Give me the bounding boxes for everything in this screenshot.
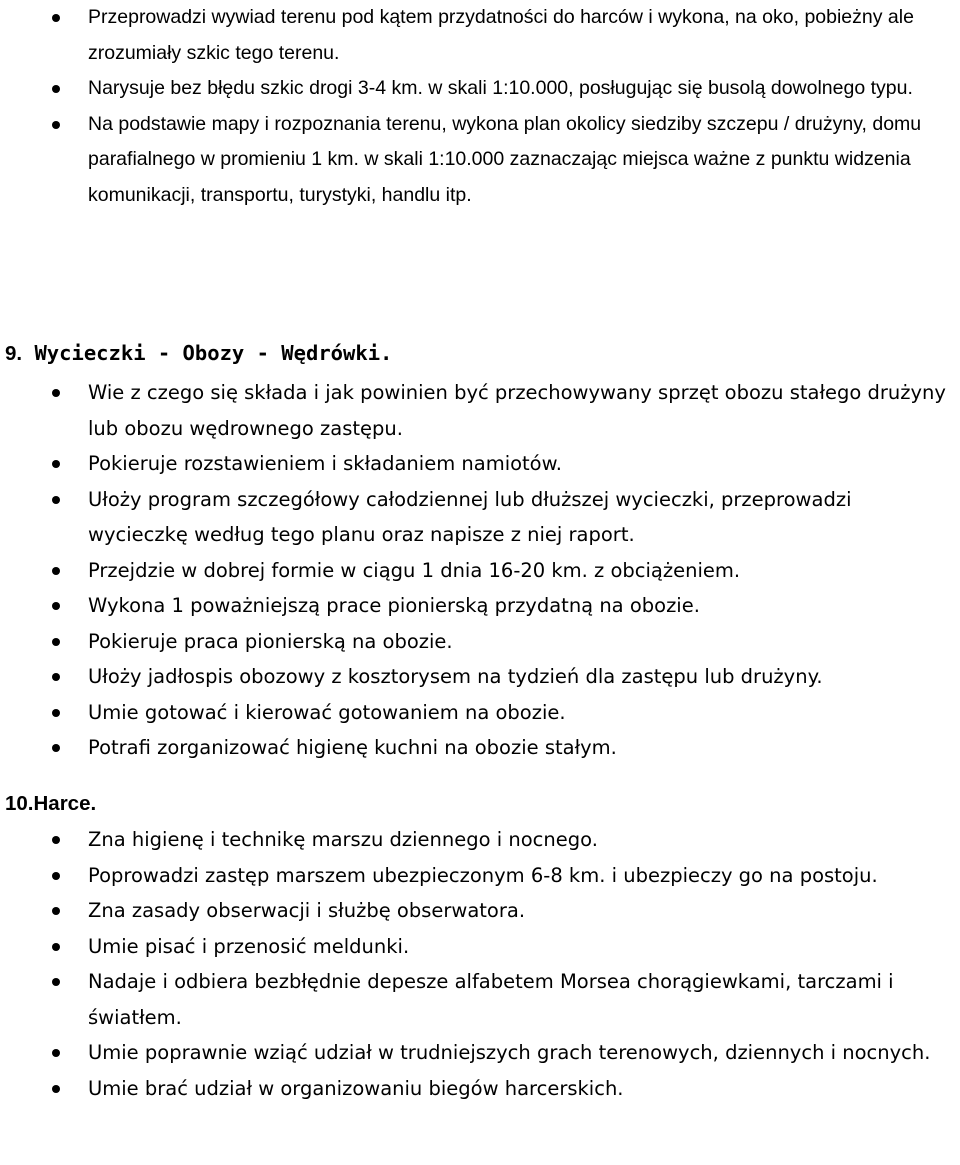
list-item-text: Nadaje i odbiera bezbłędnie depesze alfabetem Morsea chorągiewkami, tarczami i światłem. [88,970,894,1029]
bullet-icon [52,567,60,575]
list-item [0,624,960,660]
intro-list [0,0,960,213]
list-item [0,1035,960,1071]
bullet-icon [52,1049,60,1057]
bullet-icon [52,709,60,717]
list-item [0,1071,960,1107]
list-item-text: Zna higienę i technikę marszu dziennego i nocnego. [88,828,598,851]
section-number: 9. [5,342,23,365]
list-item [0,659,960,695]
list-item-text: Potrafi zorganizować higienę kuchni na obozie stałym. [88,736,617,759]
list-item-text: Wie z czego się składa i jak powinien być przechowywany sprzęt obozu stałego drużyny lub obozu wędrownego zastępu. [88,381,946,440]
bullet-icon [52,836,60,844]
section-list [0,375,960,766]
list-item-text: Przejdzie w dobrej formie w ciągu 1 dnia 16-20 km. z obciążeniem. [88,558,741,582]
list-item-text: Umie gotować i kierować gotowaniem na obozie. [88,700,566,724]
bullet-icon [52,1085,60,1093]
bullet-icon [52,673,60,681]
bullet-icon [52,121,60,129]
bullet-icon [52,744,60,752]
list-item [0,107,960,214]
bullet-icon [52,496,60,504]
list-item [0,964,960,1035]
list-item [0,822,960,858]
list-item [0,893,960,929]
list-item-text: Poprowadzi zastęp marszem ubezpieczonym 6-8 km. i ubezpieczy go na postoju. [88,863,878,887]
list-item [0,588,960,624]
bullet-icon [52,602,60,610]
section-title: Harce. [33,792,97,815]
list-item-text: Umie brać udział w organizowaniu biegów harcerskich. [88,1076,624,1100]
section-list [0,822,960,1106]
section-title: Wycieczki - Obozy - Wędrówki. [34,341,393,365]
section-number: 10. [5,792,34,815]
section-heading [5,788,96,819]
list-item [0,71,960,107]
list-item [0,375,960,446]
bullet-icon [52,872,60,880]
list-item-text: Pokieruje praca pionierską na obozie. [88,629,453,653]
list-item [0,858,960,894]
list-item [0,482,960,553]
bullet-icon [52,389,60,397]
list-item [0,553,960,589]
list-item [0,695,960,731]
list-item-text: Zna zasady obserwacji i służbę obserwatora. [88,899,526,922]
list-item-text: Narysuje bez błędu szkic drogi 3-4 km. w skali 1:10.000, posługując się busolą dowolnego typu. [88,77,913,99]
list-item-text: Na podstawie mapy i rozpoznania terenu, wykona plan okolicy siedziby szczepu / drużyny, domu parafialnego w promieniu 1 km. w skali 1:10.000 zaznaczając miejsca ważne z punktu widzenia komunikacji, transportu, turystyki, handlu itp. [88,112,922,206]
list-item [0,929,960,965]
list-item [0,0,960,71]
bullet-icon [52,14,60,22]
bullet-icon [52,85,60,93]
bullet-icon [52,943,60,951]
list-item-text: Umie poprawnie wziąć udział w trudniejszych grach terenowych, dziennych i nocnych. [88,1041,931,1064]
list-item-text: Wykona 1 poważniejszą prace pionierską przydatną na obozie. [88,594,700,617]
section-heading [5,338,392,369]
list-item-text: Ułoży program szczegółowy całodziennej lub dłuższej wycieczki, przeprowadzi wycieczkę według tego planu oraz napisze z niej raport. [88,487,852,546]
list-item-text: Przeprowadzi wywiad terenu pod kątem przydatności do harców i wykona, na oko, pobieżny ale zrozumiały szkic tego terenu. [88,6,914,64]
bullet-icon [52,460,60,468]
bullet-icon [52,907,60,915]
bullet-icon [52,978,60,986]
list-item [0,730,960,766]
list-item-text: Ułoży jadłospis obozowy z kosztorysem na tydzień dla zastępu lub drużyny. [88,665,823,688]
list-item [0,446,960,482]
list-item-text: Umie pisać i przenosić meldunki. [88,934,410,958]
list-item-text: Pokieruje rozstawieniem i składaniem namiotów. [88,452,562,475]
bullet-icon [52,638,60,646]
